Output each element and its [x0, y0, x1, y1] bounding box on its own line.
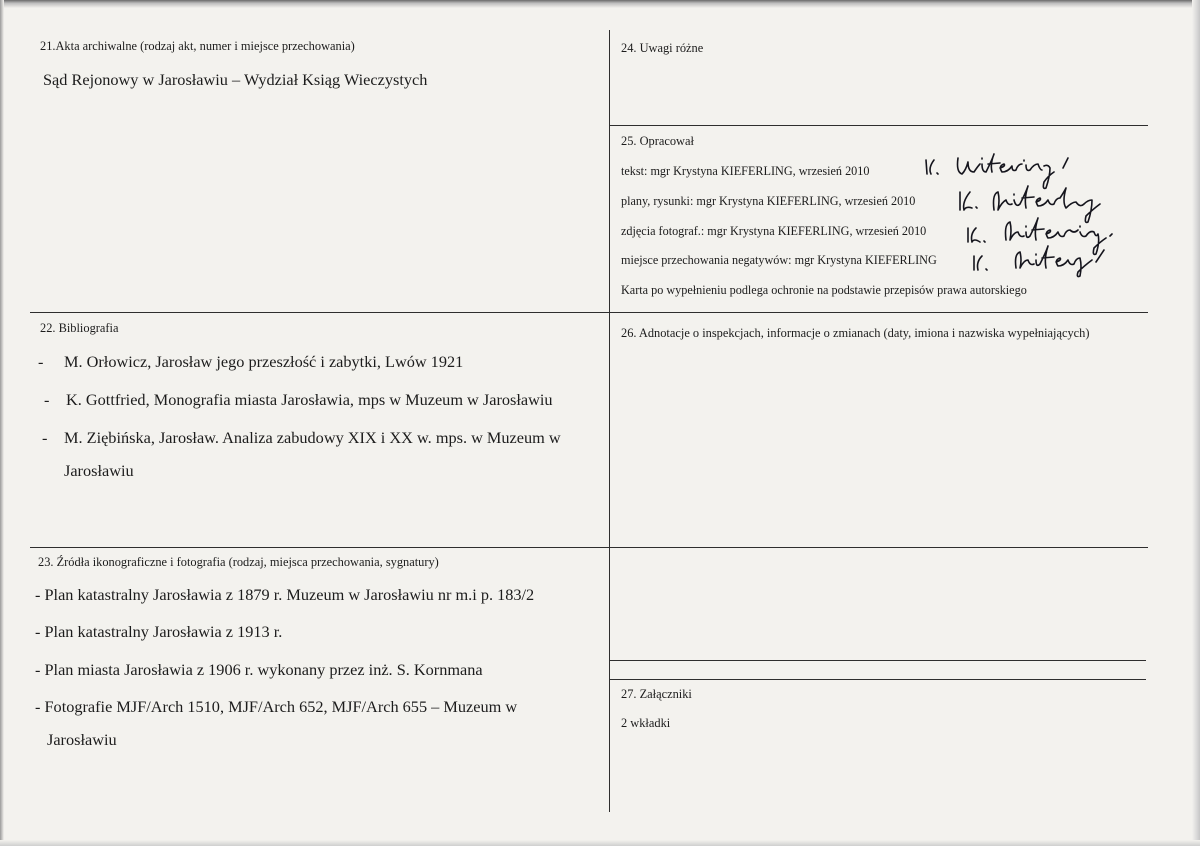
iconography-item: - Plan miasta Jarosławia z 1906 r. wykonany przez inż. S. Kornmana: [35, 660, 483, 679]
scan-edge-left: [0, 0, 4, 846]
handwritten-signature: [968, 244, 1118, 288]
divider-row-1: [30, 312, 1148, 313]
author-line-negatives: miejsce przechowania negatywów: mgr Krystyna KIEFERLING: [621, 253, 937, 267]
divider-blank-a: [609, 660, 1146, 661]
divider-blank-b: [609, 679, 1146, 680]
scan-edge-right: [1192, 0, 1200, 846]
bibliography-bullet: -: [44, 390, 50, 409]
author-line-text: tekst: mgr Krystyna KIEFERLING, wrzesień 2010: [621, 164, 870, 178]
bibliography-bullet: -: [38, 352, 44, 371]
author-line-photos: zdjęcia fotograf.: mgr Krystyna KIEFERLING, wrzesień 2010: [621, 224, 927, 238]
section-21-label: 21.Akta archiwalne (rodzaj akt, numer i miejsce przechowania): [40, 39, 355, 53]
section-25-label: 25. Opracował: [621, 134, 694, 148]
scan-edge-bottom: [0, 840, 1200, 846]
bibliography-bullet: -: [42, 428, 48, 447]
section-24-label: 24. Uwagi różne: [621, 41, 704, 55]
iconography-item: - Plan katastralny Jarosławia z 1879 r. Muzeum w Jarosławiu nr m.i p. 183/2: [35, 585, 535, 604]
section-21-content: Sąd Rejonowy w Jarosławiu – Wydział Ksiąg Wieczystych: [43, 70, 428, 89]
section-22-label: 22. Bibliografia: [40, 321, 119, 335]
divider-24-25: [609, 125, 1148, 126]
iconography-item: - Plan katastralny Jarosławia z 1913 r.: [35, 622, 283, 641]
iconography-item: - Fotografie MJF/Arch 1510, MJF/Arch 652, MJF/Arch 655 – Muzeum w: [35, 697, 518, 716]
bibliography-item: M. Ziębińska, Jarosław. Analiza zabudowy XIX i XX w. mps. w Muzeum w: [64, 428, 561, 447]
divider-row-2: [30, 547, 1148, 548]
author-line-plans: plany, rysunki: mgr Krystyna KIEFERLING, wrzesień 2010: [621, 194, 916, 208]
bibliography-item: M. Orłowicz, Jarosław jego przeszłość i zabytki, Lwów 1921: [64, 352, 464, 371]
divider-column: [609, 30, 610, 812]
copyright-note: Karta po wypełnieniu podlega ochronie na podstawie przepisów prawa autorskiego: [621, 283, 1027, 297]
scan-edge-top: [0, 0, 1200, 8]
section-23-label: 23. Źródła ikonograficzne i fotografia (rodzaj, miejsca przechowania, sygnatury): [38, 555, 439, 569]
iconography-item-continuation: Jarosławiu: [47, 730, 117, 749]
bibliography-item: K. Gottfried, Monografia miasta Jarosławia, mps w Muzeum w Jarosławiu: [66, 390, 553, 409]
section-26-label: 26. Adnotacje o inspekcjach, informacje o zmianach (daty, imiona i nazwiska wypełniających): [621, 326, 1090, 340]
bibliography-item-continuation: Jarosławiu: [64, 461, 134, 480]
section-27-content: 2 wkładki: [621, 716, 671, 730]
section-27-label: 27. Załączniki: [621, 687, 692, 701]
